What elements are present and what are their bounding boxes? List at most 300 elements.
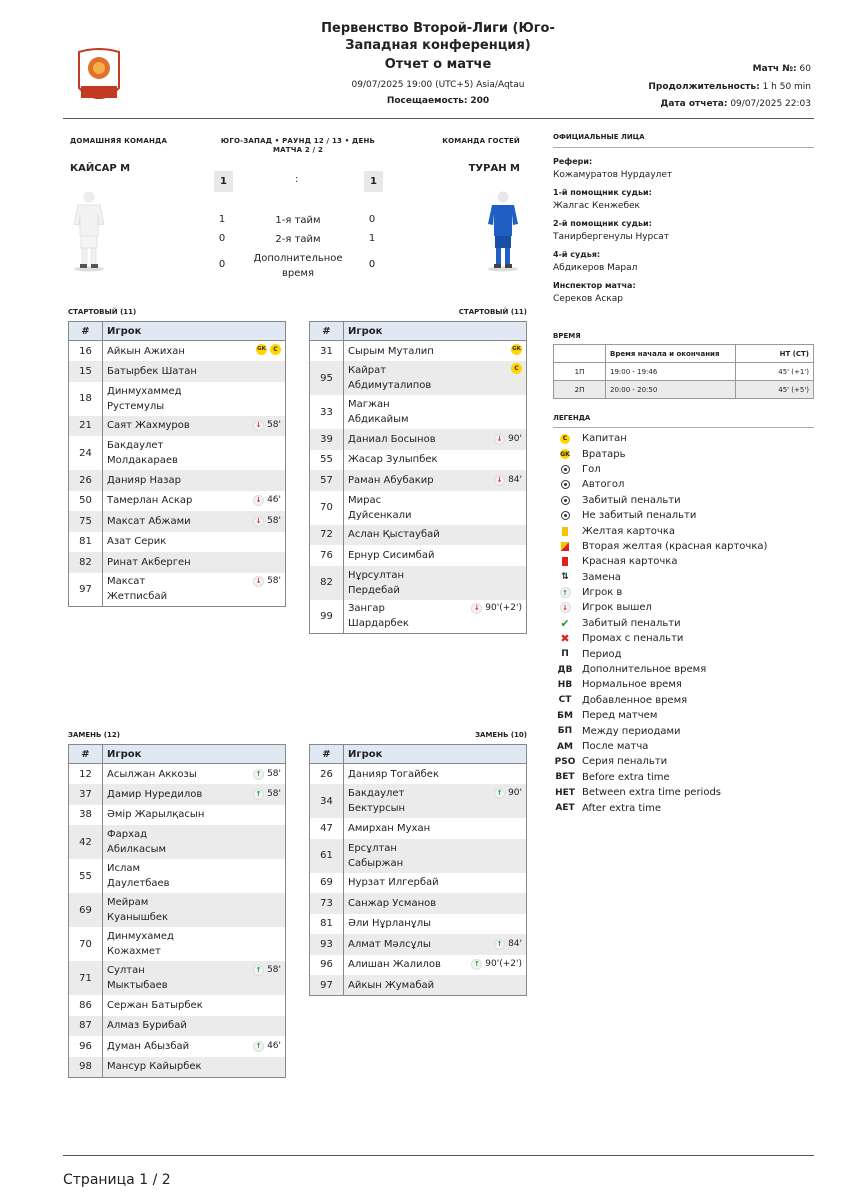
legend-item [553,462,814,477]
captain-icon: C [270,344,281,355]
column-number-header: # [310,322,344,341]
player-row [310,784,527,818]
player-name: Санжар Усманов [348,897,437,909]
legend-item [553,708,814,723]
player-row [69,552,286,573]
player-number: 81 [310,914,344,935]
player-number: 70 [310,491,344,525]
player-cell [103,382,286,416]
legend-label: Вторая желтая (красная карточка) [582,540,768,552]
player-row [69,511,286,532]
red-card-shape [562,557,568,566]
goalkeeper-icon [553,449,577,459]
time-ht: 45' (+1') [736,363,814,381]
player-events [253,514,281,529]
legend-item [553,723,814,738]
player-number: 72 [310,525,344,546]
player-cell [344,975,527,996]
official-role: 2-й помощник судьи: [553,219,652,228]
away-team-label: КОМАНДА ГОСТЕЙ [442,137,520,145]
player-name: Амирхан Мухан [348,822,431,834]
official-role: 1-й помощник судьи: [553,188,652,197]
player-number: 26 [69,470,103,491]
legend-item [553,693,814,708]
table-header-row [310,745,527,764]
duration [648,82,811,92]
player-number: 99 [310,600,344,634]
official-name: Сереков Аскар [553,294,623,304]
player-name: Ислам Даулетбаев [107,863,170,889]
player-cell [344,955,527,976]
time-col-range: Время начала и окончания [606,345,736,363]
legend-abbreviation: BET [555,772,575,783]
player-number: 47 [310,818,344,839]
legend-abbreviation: АМ [557,741,573,752]
player-number: 76 [310,545,344,566]
player-name: Динмухамед Кожахмет [107,931,174,957]
time-row [554,381,814,399]
player-number: 71 [69,961,103,995]
attendance [290,96,586,106]
player-name: Ерсұлтан Сабыржан [348,842,404,869]
legend-item [553,585,814,600]
time-row [554,363,814,381]
legend-item [553,677,814,692]
sub-in-minute: 58' [267,965,281,975]
red-card-icon [553,557,577,566]
legend-item [553,739,814,754]
player-name: Тамерлан Аскар [107,495,193,507]
legend-abbreviation: БП [557,726,573,737]
player-row [69,859,286,893]
player-cell [344,873,527,894]
player-row [69,1057,286,1078]
player-number: 39 [310,429,344,450]
legend-item [553,477,814,492]
player-name: Алмат Мәлсұлы [348,938,431,950]
player-cell [344,914,527,935]
player-name: Зангар Шардарбек [348,603,409,630]
legend-item [553,785,814,800]
player-number: 95 [310,361,344,395]
player-name: Динмухаммед Рустемулы [107,385,182,412]
player-name: Сырым Муталип [348,345,434,357]
player-name: Ернур Сисимбай [348,549,435,561]
time-col-ht: HT (CT) [736,345,814,363]
attendance-value: 200 [470,96,490,106]
table-header-row [310,322,527,341]
away-subs-table [309,744,527,996]
time-heading: ВРЕМЯ [553,332,581,340]
legend-heading: ЛЕГЕНДА [553,414,814,428]
player-events [256,344,281,355]
player-number: 97 [69,573,103,607]
captain-icon-badge: C [560,434,570,444]
column-number-header: # [310,745,344,764]
player-number: 33 [310,395,344,429]
player-events [494,432,522,447]
player-row [310,975,527,996]
player-row [310,566,527,600]
legend-item [553,493,814,508]
player-out-icon: ↓ [471,603,482,614]
away-starting-label: СТАРТОВЫЙ (11) [458,308,527,316]
player-number: 70 [69,927,103,961]
time-table [553,344,814,399]
player-row [69,784,286,805]
legend-abbreviation: П [561,649,569,660]
player-row [69,382,286,416]
legend-abbreviation: PSO [554,756,576,767]
report-title: Первенство Второй-Лиги (Юго-Западная конференция) [321,21,555,53]
official-name: Кожамуратов Нурдаулет [553,170,673,180]
player-events [253,574,281,589]
legend-label: Забитый пенальти [582,494,681,506]
player-row [69,341,286,362]
player-number: 93 [310,934,344,955]
period-et-home: 0 [218,259,226,270]
player-cell [103,552,286,573]
player-cell [344,545,527,566]
arrow-in: ↑ [560,587,571,598]
period-et-label: Дополнительное время [253,253,343,279]
player-row [310,429,527,450]
player-name: Алмаз Бурибай [107,1020,187,1032]
legend-abbreviation: AET [555,803,575,814]
player-cell [103,784,286,805]
player-row [310,839,527,873]
player-number: 16 [69,341,103,362]
period-et-away: 0 [368,259,376,270]
report-date-value: 09/07/2025 22:03 [730,99,811,109]
player-in-icon: ↑ [494,939,505,950]
player-number: 81 [69,532,103,553]
player-events [253,767,281,782]
sub-out-minute: 84' [508,474,522,485]
column-number-header: # [69,322,103,341]
player-name: Нурзат Илгербай [348,877,439,889]
legend-item [553,523,814,538]
duration-value: 1 h 50 min [762,82,811,92]
home-subs-table [68,744,286,1078]
player-events [253,493,281,508]
player-row [310,818,527,839]
player-cell [103,825,286,859]
player-name: Фархад Абилкасым [107,829,167,855]
home-starting-table [68,321,286,607]
score-separator: : [295,174,299,185]
player-name: Раман Абубакир [348,474,434,486]
player-number: 73 [310,893,344,914]
player-name: Бакдаулет Бектурсын [348,788,406,814]
player-cell [344,395,527,429]
player-cell [103,1057,286,1078]
player-cell [103,1036,286,1057]
legend-label: Игрок вышел [582,602,652,614]
player-row [69,1016,286,1037]
player-name: Нұрсултан Пердебай [348,569,405,596]
legend-item [553,600,814,615]
player-cell [103,532,286,553]
player-in-icon: ↑ [471,959,482,970]
second-yellow-icon [553,542,577,551]
player-cell [344,934,527,955]
legend-label: Дополнительное время [582,664,707,676]
column-player-header: Игрок [103,322,286,341]
legend-label: Красная карточка [582,556,678,568]
player-name: Әли Нұрланұлы [348,918,431,930]
penalty-scored-icon [553,496,577,505]
player-name: Алишан Жалилов [348,959,441,971]
player-row [310,470,527,491]
arrow-out: ↓ [560,602,571,613]
player-number: 24 [69,436,103,470]
x-mark: ✖ [560,632,570,646]
official-name: Жалгас Кенжебек [553,201,640,211]
sub-in-minute: 84' [508,938,522,949]
time-ht: 45' (+5') [736,381,814,399]
match-number-value: 60 [799,64,811,74]
player-row [69,573,286,607]
player-name: Магжан Абдикайым [348,399,409,425]
player-events [511,363,522,374]
goal-icon-ball [561,465,570,474]
captain-icon [553,434,577,444]
player-number: 26 [310,764,344,785]
column-player-header: Игрок [344,322,527,341]
column-number-header: # [69,745,103,764]
player-name: Максат Жетписбай [107,576,168,603]
player-cell [344,764,527,785]
official-name: Танирбергенулы Нурсат [553,232,669,242]
player-number: 37 [69,784,103,805]
goal-icon [553,465,577,474]
player-name: Аслан Қыстаубай [348,529,440,541]
player-row [69,361,286,382]
page-number: Страница 1 / 2 [63,1172,171,1188]
player-number: 21 [69,416,103,437]
player-row [69,436,286,470]
penalty-missed-icon [553,511,577,520]
footer-divider [63,1155,814,1156]
match-number [753,64,811,74]
player-row [310,361,527,395]
time-header-row [554,345,814,363]
goalkeeper-icon: GK [256,344,267,355]
legend-label: Before extra time [582,771,670,783]
column-player-header: Игрок [103,745,286,764]
away-team-name: ТУРАН М [468,163,520,174]
player-out-icon: ↓ [253,576,264,587]
player-number: 82 [310,566,344,600]
legend-item [553,446,814,461]
player-row [310,764,527,785]
player-row [310,955,527,976]
round-info: ЮГО-ЗАПАД • РАУНД 12 / 13 • ДЕНЬ МАТЧА 2 / 2 [220,137,376,154]
time-range: 20:00 - 20:50 [606,381,736,399]
player-cell [344,893,527,914]
player-number: 96 [69,1036,103,1057]
player-name: Жасар Зулыпбек [348,454,438,466]
legend-item [553,800,814,815]
legend-item [553,631,814,646]
period-1-home: 1 [218,214,226,225]
player-name: Султан Мыктыбаев [107,965,168,991]
player-name: Даниал Босынов [348,433,436,445]
legend-label: Желтая карточка [582,525,675,537]
player-events [494,473,522,488]
player-out-icon: ↓ [253,495,264,506]
period-2-label: 2-я тайм [275,234,321,245]
sub-out-minute: 58' [267,576,281,587]
player-cell [344,784,527,818]
period-1-away: 0 [368,214,376,225]
legend-label: Промах с пенальти [582,633,684,645]
penalty-scored-icon-ball [561,496,570,505]
player-events [494,937,522,952]
legend-abbreviation: ДВ [557,664,573,675]
player-number: 61 [310,839,344,873]
player-name: Айкын Жумабай [348,979,435,991]
legend-label: Автогол [582,479,625,491]
player-cell [103,927,286,961]
legend-label: Нормальное время [582,679,682,691]
player-in-icon [553,587,577,598]
player-out-icon: ↓ [253,420,264,431]
report-date [660,99,811,109]
home-kit-icon [72,190,106,272]
home-team-name: КАЙСАР М [70,163,131,174]
sub-out-minute: 90' [508,433,522,444]
player-number: 98 [69,1057,103,1078]
time-period: 2П [554,381,606,399]
player-events [253,787,281,802]
yellow-card-icon [553,527,577,536]
player-row [310,491,527,525]
player-cell [103,995,286,1016]
player-number: 69 [69,893,103,927]
sub-out-minute: 90'(+2') [485,603,522,614]
player-row [69,470,286,491]
player-in-icon: ↑ [253,769,264,780]
period-2-away: 1 [368,233,376,244]
player-name: Дамир Нуредилов [107,788,203,800]
player-row [310,450,527,471]
player-row [69,927,286,961]
duration-label: Продолжительность: [648,82,760,92]
player-number: 34 [310,784,344,818]
match-number-label: Матч №: [752,64,797,74]
period-1-label: 1-я тайм [275,215,321,226]
player-cell [103,511,286,532]
league-logo [76,48,122,106]
player-row [69,961,286,995]
sub-in-minute: 46' [267,1040,281,1051]
player-out-icon: ↓ [494,475,505,486]
player-row [69,491,286,512]
player-name: Азат Серик [107,536,167,548]
legend-label: Забитый пенальти [582,617,681,629]
player-row [69,893,286,927]
check-mark: ✔ [560,616,570,630]
legend-abbreviation: БМ [557,710,573,721]
legend-item [553,508,814,523]
legend-list [553,431,814,816]
official-role: Инспектор матча: [553,281,636,290]
player-number: 69 [310,873,344,894]
goalkeeper-icon: GK [511,344,522,355]
player-cell [103,416,286,437]
player-row [310,395,527,429]
penalty-missed-icon-ball [561,511,570,520]
player-row [310,934,527,955]
player-cell [344,818,527,839]
time-range: 19:00 - 19:46 [606,363,736,381]
legend-label: После матча [582,741,649,752]
player-cell [103,491,286,512]
legend-item [553,770,814,785]
player-row [310,341,527,362]
player-number: 55 [310,450,344,471]
player-row [69,1036,286,1057]
legend-label: Between extra time periods [582,787,722,799]
yellow-card-shape [562,527,568,536]
away-subs-label: ЗАМЕНЬ (10) [475,731,527,739]
own-goal-icon [553,480,577,489]
player-row [310,873,527,894]
report-subtitle: Отчет о матче [384,57,492,72]
report-date-label: Дата отчета: [660,99,728,109]
player-cell [344,450,527,471]
player-number: 31 [310,341,344,362]
player-number: 87 [69,1016,103,1037]
player-name: Мейрам Куанышбек [107,897,169,923]
player-row [69,995,286,1016]
time-period: 1П [554,363,606,381]
player-number: 57 [310,470,344,491]
time-col-period [554,345,606,363]
player-number: 96 [310,955,344,976]
player-events [253,963,281,978]
player-cell [103,361,286,382]
player-cell [344,491,527,525]
player-out-icon: ↓ [494,434,505,445]
player-events [494,786,522,801]
player-row [310,545,527,566]
player-name: Әмір Жарылқасын [107,809,205,821]
legend-label: Серия пенальти [582,756,668,768]
player-name: Максат Абжами [107,515,191,527]
player-row [310,600,527,634]
legend-label: Период [582,648,622,660]
player-cell [103,341,286,362]
legend-abbreviation: HET [555,787,575,798]
penalty-miss-x-icon [553,632,577,645]
player-row [310,525,527,546]
sub-in-minute: 58' [267,788,281,799]
player-cell [344,429,527,450]
attendance-label: Посещаемость: [386,96,468,106]
away-starting-table [309,321,527,634]
player-number: 12 [69,764,103,785]
legend-item [553,570,814,585]
player-cell [103,805,286,826]
penalty-scored-check-icon [553,617,577,630]
player-name: Данияр Назар [107,474,181,486]
legend-label: Замена [582,571,621,583]
player-number: 55 [69,859,103,893]
player-number: 38 [69,805,103,826]
